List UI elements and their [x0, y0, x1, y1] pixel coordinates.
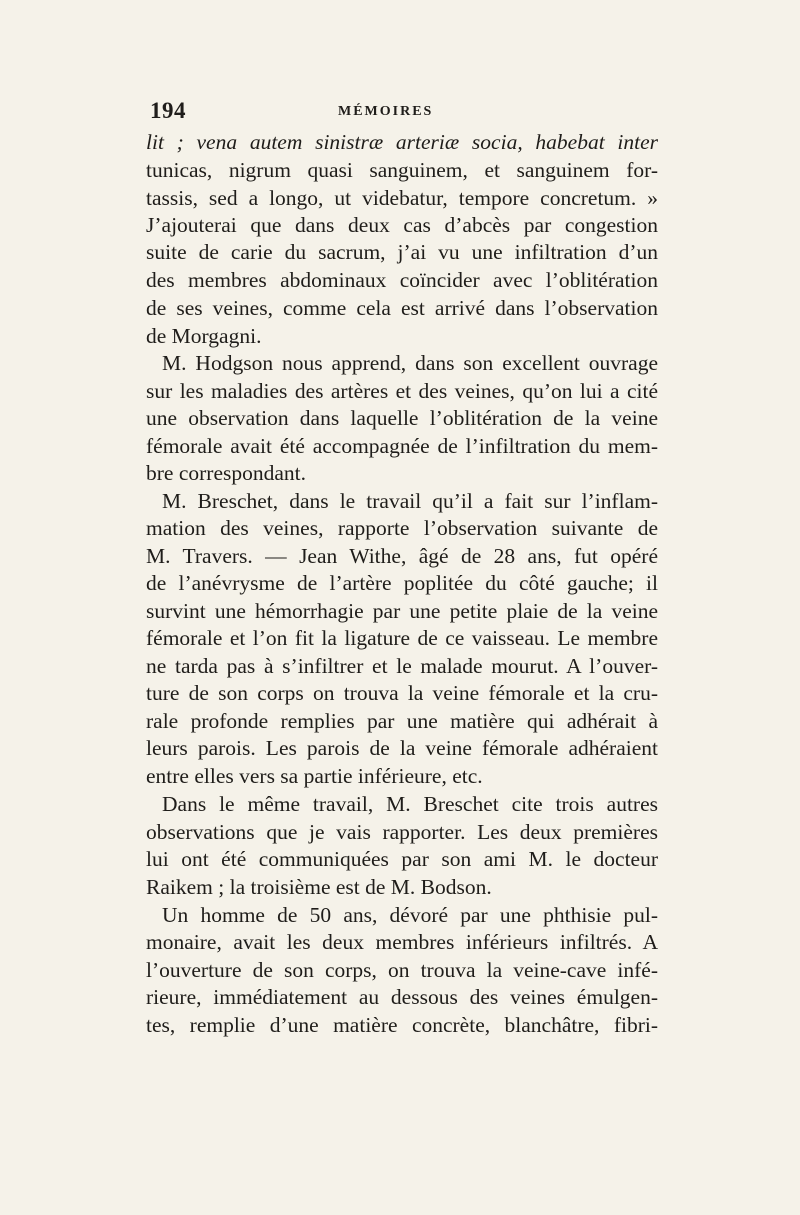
text-line: observations que je vais rapporter. Les deux premières: [146, 822, 658, 844]
text-line: bre correspondant.: [146, 463, 306, 485]
text-line: de Morgagni.: [146, 326, 262, 348]
text-line: M. Breschet, dans le travail qu’il a fait sur l’inflam-: [162, 491, 658, 513]
text-line: J’ajouterai que dans deux cas d’abcès par congestion: [146, 215, 658, 237]
text-line: rale profonde remplies par une matière qui adhérait à: [146, 711, 658, 733]
running-head: MÉMOIRES: [338, 104, 434, 119]
text-line: de ses veines, comme cela est arrivé dans l’observation: [146, 298, 658, 320]
text-line: tes, remplie d’une matière concrète, blanchâtre, fibri-: [146, 1015, 658, 1037]
text-line: Un homme de 50 ans, dévoré par une phthisie pul-: [162, 905, 658, 927]
text-line: de l’anévrysme de l’artère poplitée du côté gauche; il: [146, 573, 658, 595]
text-line: M. Hodgson nous apprend, dans son excellent ouvrage: [162, 353, 658, 375]
text-line: entre elles vers sa partie inférieure, etc.: [146, 766, 483, 788]
text-line: leurs parois. Les parois de la veine fémorale adhéraient: [146, 738, 658, 760]
text-line: fémorale et l’on fit la ligature de ce vaisseau. Le membre: [146, 628, 658, 650]
text-line: survint une hémorrhagie par une petite plaie de la veine: [146, 601, 658, 623]
text-line: lui ont été communiquées par son ami M. le docteur: [146, 849, 658, 871]
page-header: [150, 98, 658, 128]
page-number: 194: [150, 98, 186, 123]
text-line: monaire, avait les deux membres inférieurs infiltrés. A: [146, 932, 658, 954]
text-line: lit ; vena autem sinistræ arteriæ socia, habebat inter: [146, 132, 658, 154]
text-line: tassis, sed a longo, ut videbatur, tempore concretum. »: [146, 188, 658, 210]
text-line: l’ouverture de son corps, on trouva la veine-cave infé-: [146, 960, 658, 982]
text-line: fémorale avait été accompagnée de l’infiltration du mem-: [146, 436, 658, 458]
text-line: mation des veines, rapporte l’observation suivante de: [146, 518, 658, 540]
text-line: ture de son corps on trouva la veine fémorale et la cru-: [146, 683, 658, 705]
text-line: tunicas, nigrum quasi sanguinem, et sanguinem for-: [146, 160, 658, 182]
text-line: M. Travers. — Jean Withe, âgé de 28 ans, fut opéré: [146, 546, 658, 568]
text-line: ne tarda pas à s’infiltrer et le malade mourut. A l’ouver-: [146, 656, 658, 678]
text-line: Dans le même travail, M. Breschet cite trois autres: [162, 794, 658, 816]
text-line: Raikem ; la troisième est de M. Bodson.: [146, 877, 492, 899]
text-line: sur les maladies des artères et des veines, qu’on lui a cité: [146, 381, 658, 403]
text-line: suite de carie du sacrum, j’ai vu une infiltration d’un: [146, 242, 658, 264]
text-line: des membres abdominaux coïncider avec l’oblitération: [146, 270, 658, 292]
text-line: rieure, immédiatement au dessous des veines émulgen-: [146, 987, 658, 1009]
text-line: une observation dans laquelle l’oblitération de la veine: [146, 408, 658, 430]
